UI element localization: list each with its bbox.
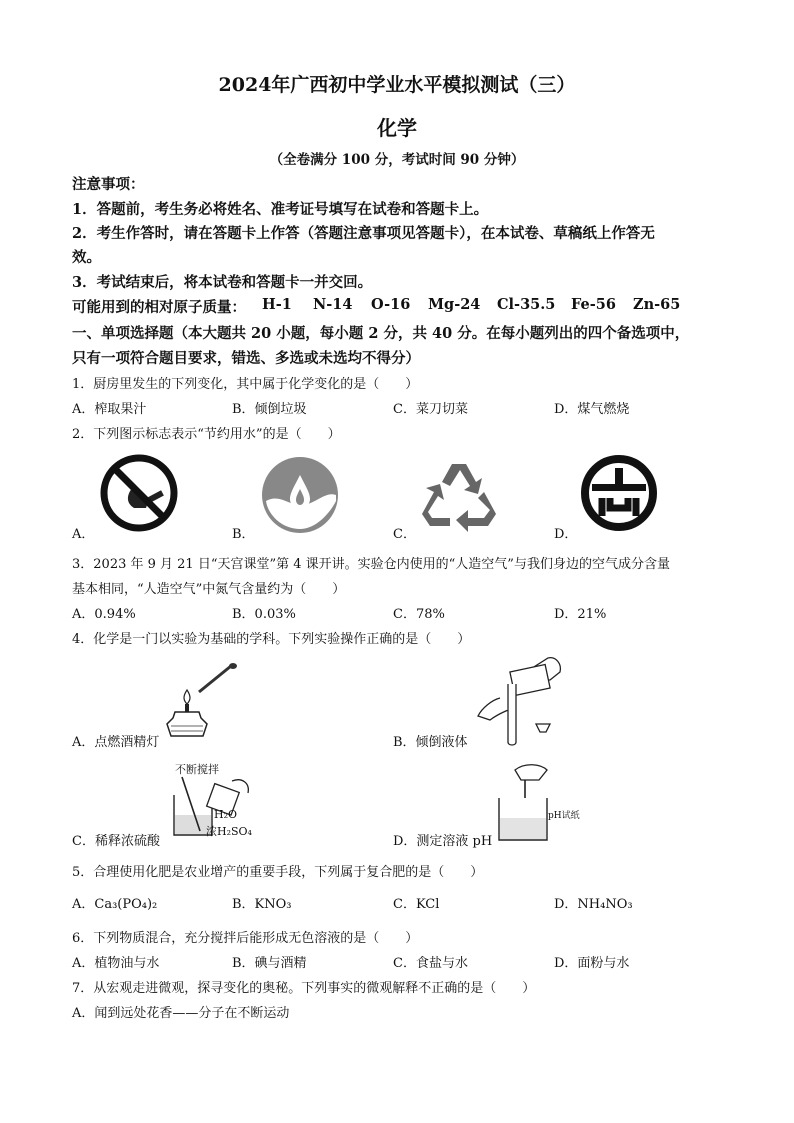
alcohol-lamp-lighting-icon	[165, 660, 240, 742]
q1-option-b[interactable]: B．倾倒垃圾	[232, 402, 307, 417]
q6-option-d[interactable]: D．面粉与水	[554, 956, 630, 971]
subject-title: 化学	[377, 116, 417, 140]
q3-option-d[interactable]: D．21%	[554, 607, 607, 622]
q6-option-c[interactable]: C．食盐与水	[393, 956, 468, 971]
q4-c-label-water: H₂O	[214, 808, 238, 821]
q5-option-d[interactable]: D．NH₄NO₃	[554, 897, 633, 912]
q2-option-b[interactable]: B．	[232, 527, 255, 542]
q3-stem-line-1: 3．2023 年 9 月 21 日“天宫课堂”第 4 课开讲。实验仓内使用的“人造空气”与我们身边的空气成分含量	[72, 557, 670, 572]
q4-c-label-acid: 浓H₂SO₄	[206, 825, 252, 838]
notes-heading: 注意事项：	[72, 176, 145, 193]
note-1: 1．答题前，考生务必将姓名、准考证号填写在试卷和答题卡上。	[72, 201, 489, 218]
section-1-heading-cont: 只有一项符合题目要求，错选、多选或未选均不得分）	[72, 350, 420, 367]
no-fire-sign-icon	[98, 452, 180, 534]
q1-stem: 1．厨房里发生的下列变化，其中属于化学变化的是（ ）	[72, 377, 419, 392]
q7-stem: 7．从宏观走进微观，探寻变化的奥秘。下列事实的微观解释不正确的是（ ）	[72, 981, 536, 996]
note-3: 3．考试结束后，将本试卷和答题卡一并交回。	[72, 274, 373, 291]
q4-c-label-stir: 不断搅拌	[175, 763, 219, 776]
q2-option-c[interactable]: C．	[393, 527, 416, 542]
q4-option-d[interactable]: D．测定溶液 pH	[393, 834, 493, 849]
q4-option-a[interactable]: A．点燃酒精灯	[72, 735, 160, 750]
q2-option-d[interactable]: D．	[554, 527, 578, 542]
atomic-mass-o: O-16	[371, 296, 411, 313]
q6-option-b[interactable]: B．碘与酒精	[232, 956, 307, 971]
exam-info: （全卷满分 100 分，考试时间 90 分钟）	[269, 152, 525, 168]
q5-stem: 5．合理使用化肥是农业增产的重要手段，下列属于复合肥的是（ ）	[72, 865, 484, 880]
note-2-cont: 效。	[72, 249, 101, 266]
q2-stem: 2．下列图示标志表示“节约用水”的是（ ）	[72, 427, 341, 442]
q7-option-a[interactable]: A．闻到远处花香——分子在不断运动	[72, 1006, 290, 1021]
atomic-mass-mg: Mg-24	[428, 296, 481, 313]
atomic-mass-h: H-1	[262, 296, 292, 313]
q6-option-a[interactable]: A．植物油与水	[72, 956, 160, 971]
q4-option-c[interactable]: C．稀释浓硫酸	[72, 834, 160, 849]
q4-d-label-ph-paper: pH试纸	[548, 811, 580, 821]
q4-option-b[interactable]: B．倾倒液体	[393, 735, 468, 750]
atomic-mass-zn: Zn-65	[633, 296, 681, 313]
q6-stem: 6．下列物质混合，充分搅拌后能形成无色溶液的是（ ）	[72, 931, 419, 946]
atomic-mass-n: N-14	[313, 296, 353, 313]
q3-option-a[interactable]: A．0.94%	[72, 607, 136, 622]
atomic-mass-label: 可能用到的相对原子质量：	[72, 299, 246, 316]
pouring-liquid-icon	[470, 650, 570, 746]
q5-option-c[interactable]: C．KCl	[393, 897, 440, 912]
atomic-mass-cl: Cl-35.5	[497, 296, 556, 313]
q1-option-c[interactable]: C．菜刀切菜	[393, 402, 468, 417]
exam-title: 2024年广西初中学业水平模拟测试（三）	[218, 74, 576, 96]
note-2: 2．考生作答时，请在答题卡上作答（答题注意事项见答题卡），在本试卷、草稿纸上作答无	[72, 225, 655, 242]
q3-option-b[interactable]: B．0.03%	[232, 607, 296, 622]
water-saving-sign-icon	[260, 455, 340, 535]
q2-option-a[interactable]: A．	[72, 527, 95, 542]
q5-option-b[interactable]: B．KNO₃	[232, 897, 292, 912]
q5-option-a[interactable]: A．Ca₃(PO₄)₂	[72, 897, 158, 912]
energy-saving-sign-icon	[580, 454, 658, 532]
q1-option-a[interactable]: A．榨取果汁	[72, 402, 147, 417]
section-1-heading: 一、单项选择题（本大题共 20 小题，每小题 2 分，共 40 分。在每小题列出的四个备选项中，	[72, 325, 690, 342]
recycle-sign-icon	[418, 458, 500, 532]
atomic-mass-fe: Fe-56	[571, 296, 616, 313]
q4-stem: 4．化学是一门以实验为基础的学科。下列实验操作正确的是（ ）	[72, 632, 471, 647]
measure-ph-icon	[495, 760, 555, 842]
q3-option-c[interactable]: C．78%	[393, 607, 445, 622]
q3-stem-line-2: 基本相同，“人造空气”中氮气含量约为（ ）	[72, 582, 346, 597]
q1-option-d[interactable]: D．煤气燃烧	[554, 402, 630, 417]
